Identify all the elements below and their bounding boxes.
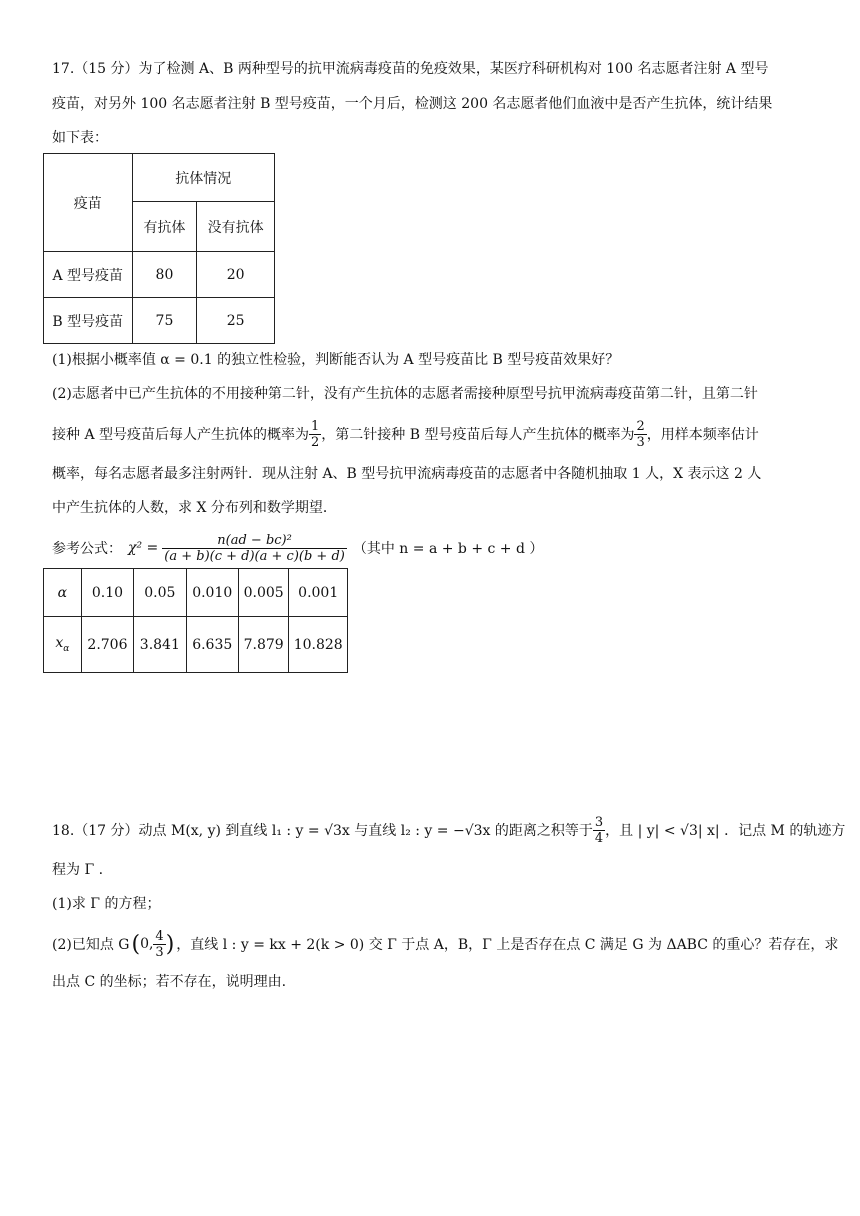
left-paren: ( — [131, 931, 141, 957]
frac-num: 1 — [311, 418, 320, 434]
vaccine-table — [43, 153, 275, 344]
row-yes: 75 — [132, 298, 197, 344]
q17-part-1: (1)根据小概率值 α = 0.1 的独立性检验，判断能否认为 A 型号疫苗比 B 型号疫苗效果好？ — [52, 352, 620, 368]
frac-num: 4 — [155, 928, 164, 944]
fraction-half — [309, 419, 321, 450]
row-yes: 80 — [132, 252, 197, 298]
critical-value-table — [43, 568, 348, 673]
x-label-main: x — [55, 635, 64, 652]
alpha-value: 0.10 — [81, 569, 133, 617]
table-col-yes: 有抗体 — [132, 202, 197, 252]
q17-line-3: 如下表： — [52, 130, 108, 146]
table-corner: 疫苗 — [44, 154, 133, 252]
row-no: 25 — [197, 298, 275, 344]
q18-part-2-line-1 — [52, 924, 838, 964]
formula-note: （其中 n = a + b + c + d ） — [352, 541, 544, 557]
q18-line-2: 程为 Γ . — [52, 862, 104, 878]
formula-label: 参考公式： — [52, 541, 122, 557]
fraction-three-quarters — [593, 815, 605, 846]
q17-part-2-line-2 — [52, 414, 759, 454]
g-coord-pre: 0, — [140, 936, 154, 952]
q18-part-2-line-2: 出点 C 的坐标；若不存在，说明理由. — [52, 974, 287, 990]
x-value: 7.879 — [238, 617, 288, 673]
part2-text-b: ，第二针接种 B 型号疫苗后每人产生抗体的概率为 — [321, 427, 635, 443]
table-row — [44, 252, 275, 298]
formula-fraction — [162, 533, 347, 564]
q17-part-2-line-4: 中产生抗体的人数，求 X 分布列和数学期望． — [52, 500, 337, 516]
frac-den: 4 — [594, 830, 604, 846]
q17-line-1: 17.（15 分）为了检测 A、B 两种型号的抗甲流病毒疫苗的免疫效果，某医疗科研机构对 100 名志愿者注射 A 型号 — [52, 61, 769, 77]
q18-text-a: 18.（17 分）动点 M(x, y) 到直线 l₁ : y = √3x 与直线 l₂ : y = −√3x 的距离之积等于 — [52, 823, 593, 839]
formula-den: (a + b)(c + d)(a + c)(b + d) — [164, 548, 345, 564]
alpha-row — [44, 569, 348, 617]
frac-den: 3 — [636, 434, 645, 450]
x-label — [44, 617, 82, 673]
alpha-value: 0.010 — [186, 569, 238, 617]
x-label-sub: α — [63, 643, 70, 654]
part2-text-a: 接种 A 型号疫苗后每人产生抗体的概率为 — [52, 427, 310, 443]
alpha-value: 0.005 — [238, 569, 288, 617]
frac-num: 3 — [594, 814, 604, 830]
row-label: A 型号疫苗 — [44, 252, 133, 298]
frac-num: 2 — [636, 418, 645, 434]
fraction-two-thirds — [634, 419, 646, 450]
q18-part2-text-a: (2)已知点 G — [52, 937, 130, 953]
formula-lhs: χ² = — [128, 540, 159, 556]
table-group-header: 抗体情况 — [132, 154, 274, 202]
right-paren: ) — [165, 931, 175, 957]
x-value: 2.706 — [81, 617, 133, 673]
q18-line-1 — [52, 810, 845, 850]
formula-num: n(ad − bc)² — [162, 533, 347, 549]
alpha-label: α — [44, 569, 82, 617]
q18-part-1: (1)求 Γ 的方程； — [52, 896, 161, 912]
x-value: 10.828 — [289, 617, 348, 673]
q18-text-b: ，且 | y| < √3| x| ．记点 M 的轨迹方 — [605, 823, 846, 839]
row-label: B 型号疫苗 — [44, 298, 133, 344]
fraction-four-thirds — [153, 929, 165, 960]
alpha-value: 0.05 — [134, 569, 186, 617]
x-row — [44, 617, 348, 673]
q18-part2-text-b: ，直线 l : y = kx + 2(k > 0) 交 Γ 于点 A，B，Γ 上是否存在点 C 满足 G 为 ΔABC 的重心？若存在，求 — [176, 937, 839, 953]
alpha-value: 0.001 — [289, 569, 348, 617]
x-value: 6.635 — [186, 617, 238, 673]
table-row — [44, 298, 275, 344]
frac-den: 3 — [155, 944, 164, 960]
q17-part-2-line-3: 概率，每名志愿者最多注射两针．现从注射 A、B 型号抗甲流病毒疫苗的志愿者中各随机抽取 1 人，X 表示这 2 人 — [52, 466, 762, 482]
q17-part-2-line-1: (2)志愿者中已产生抗体的不用接种第二针，没有产生抗体的志愿者需接种原型号抗甲流病毒疫苗第二针，且第二针 — [52, 386, 758, 402]
frac-den: 2 — [311, 434, 320, 450]
row-no: 20 — [197, 252, 275, 298]
reference-formula — [52, 528, 543, 568]
q17-line-2: 疫苗，对另外 100 名志愿者注射 B 型号疫苗，一个月后，检测这 200 名志愿者他们血液中是否产生抗体，统计结果 — [52, 96, 773, 112]
table-col-no: 没有抗体 — [197, 202, 275, 252]
part2-text-c: ，用样本频率估计 — [646, 427, 759, 443]
x-value: 3.841 — [134, 617, 186, 673]
